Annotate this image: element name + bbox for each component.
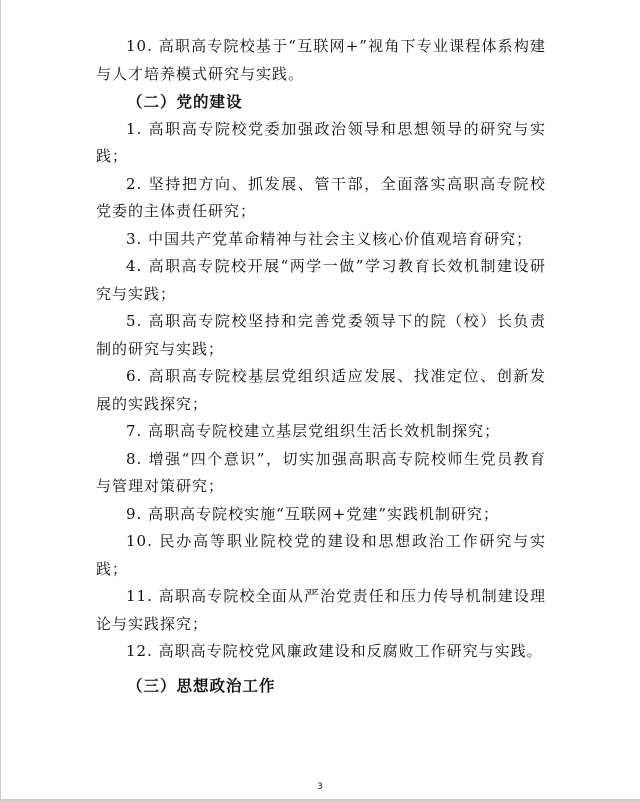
list-item: 2. 坚持把方向、抓发展、管干部，全面落实高职高专院校党委的主体责任研究；	[96, 174, 546, 220]
list-item: 1. 高职高专院校党委加强政治领导和思想领导的研究与实践；	[96, 119, 546, 165]
page-number: 3	[317, 782, 323, 792]
list-item: 10. 民办高等职业院校党的建设和思想政治工作研究与实践；	[96, 532, 546, 578]
list-item: 3. 中国共产党革命精神与社会主义核心价值观培育研究；	[126, 229, 533, 248]
list-item: 11. 高职高专院校全面从严治党责任和压力传导机制建设理论与实践探究；	[96, 587, 546, 633]
section-heading-party-building: （二）党的建设	[127, 92, 243, 111]
list-item: 10. 高职高专院校基于“互联网+”视角下专业课程体系构建与人才培养模式研究与实践。	[96, 37, 546, 83]
page-border-left	[0, 0, 1, 802]
list-item: 4. 高职高专院校开展“两学一做”学习教育长效机制建设研究与实践；	[96, 257, 546, 303]
list-item: 6. 高职高专院校基层党组织适应发展、找准定位、创新发展的实践探究；	[96, 367, 546, 413]
section-heading-ideological-work: （三）思想政治工作	[127, 675, 276, 695]
document-page	[96, 33, 546, 699]
list-item: 8. 增强“四个意识”，切实加强高职高专院校师生党员教育与管理对策研究；	[96, 449, 546, 495]
list-item: 7. 高职高专院校建立基层党组织生活长效机制探究；	[126, 422, 501, 440]
list-item: 9. 高职高专院校实施“互联网+党建”实践机制研究；	[126, 504, 499, 523]
list-item: 12. 高职高专院校党风廉政建设和反腐败工作研究与实践。	[126, 642, 543, 660]
list-item: 5. 高职高专院校坚持和完善党委领导下的院（校）长负责制的研究与实践；	[96, 312, 546, 358]
